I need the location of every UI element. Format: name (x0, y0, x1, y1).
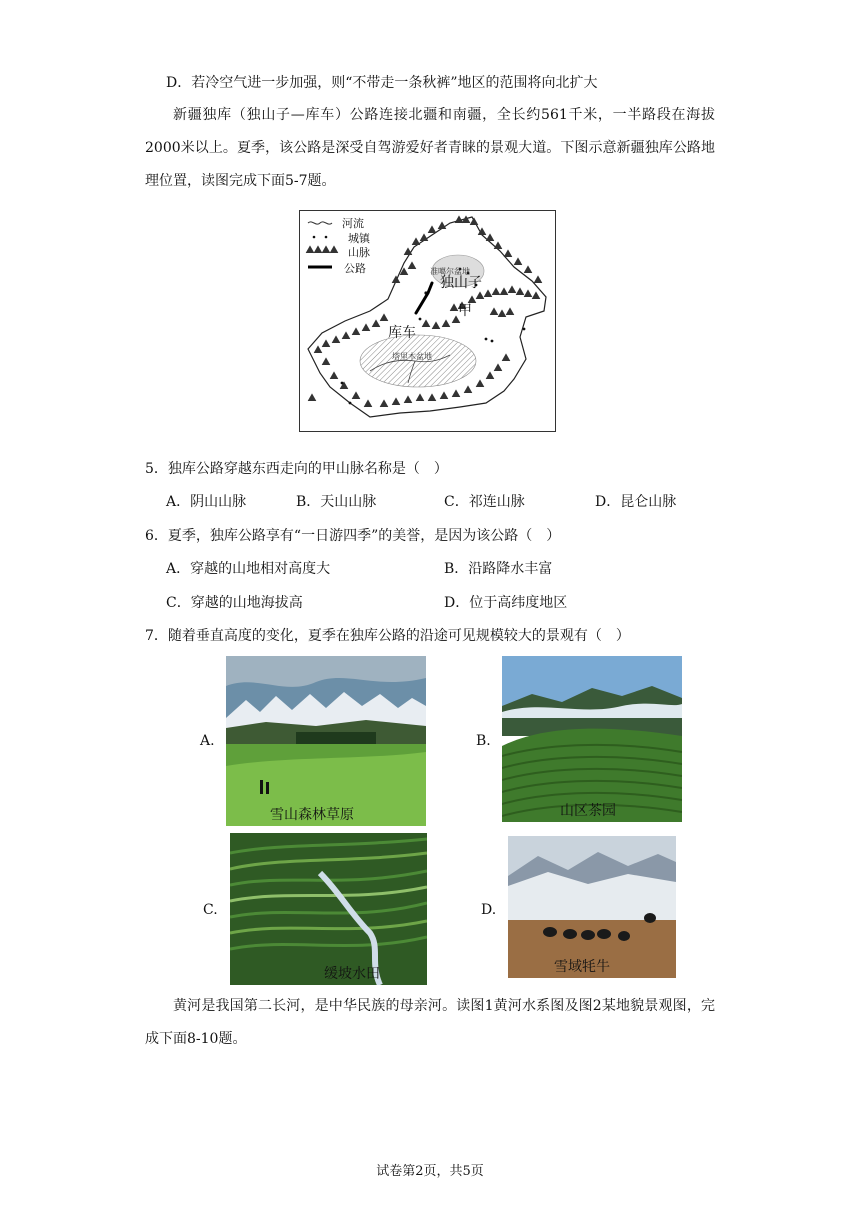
q7-option-c[interactable]: C. (203, 902, 218, 918)
photo-caption-b: 山区茶园 (560, 803, 616, 819)
dushanzi-label: 独山子 (440, 275, 482, 291)
intro-paragraph-8-10: 黄河是我国第二长河，是中华民族的母亲河。读图1黄河水系图及图2某地貌景观图，完成下面8-10题。 (145, 998, 715, 1047)
river-legend-icon (308, 222, 332, 224)
q5-option-a[interactable]: A．阴山山脉 (166, 494, 247, 510)
question-6-stem: 6．夏季，独库公路享有“一日游四季”的美誉，是因为该公路（ ） (145, 528, 561, 544)
photo-mountain-tea-garden[interactable] (502, 656, 682, 822)
photo-caption-a: 雪山森林草原 (270, 807, 354, 823)
q7-option-b[interactable]: B. (476, 733, 491, 749)
option-d-previous-question: D．若冷空气进一步加强，则“不带走一条秋裤”地区的范围将向北扩大 (166, 75, 598, 91)
q6-option-c[interactable]: C．穿越的山地海拔高 (166, 595, 303, 611)
svg-text:公路: 公路 (344, 262, 366, 275)
q5-option-c[interactable]: C．祁连山脉 (444, 494, 525, 510)
photo-caption-c: 缓坡水田 (324, 966, 380, 982)
q5-option-d[interactable]: D．昆仑山脉 (595, 494, 677, 510)
q6-option-b[interactable]: B．沿路降水丰富 (444, 561, 553, 577)
q7-option-a[interactable]: A. (200, 733, 215, 749)
svg-text:城镇: 城镇 (348, 232, 370, 245)
q5-option-b[interactable]: B．天山山脉 (296, 494, 377, 510)
photo-terraced-paddy[interactable] (230, 833, 427, 985)
intro-paragraph-5-7: 新疆独库（独山子—库车）公路连接北疆和南疆，全长约561千米，一半路段在海拔2000米以上。夏季，该公路是深受自驾游爱好者青睐的景观大道。下图示意新疆独库公路地理位置，读图完成下面5-7题。 (145, 107, 715, 189)
junggar-label: 准噶尔盆地 (430, 267, 470, 276)
xinjiang-map (299, 210, 556, 432)
map-legend (306, 216, 371, 275)
photo-caption-d: 雪域牦牛 (554, 959, 610, 975)
svg-text:河流: 河流 (342, 217, 364, 230)
photo-snowfield-yak[interactable] (508, 836, 676, 978)
kuche-label: 库车 (388, 325, 416, 341)
tarim-label: 塔里木盆地 (392, 352, 432, 361)
q6-option-a[interactable]: A．穿越的山地相对高度大 (166, 561, 331, 577)
jia-label: 甲 (458, 303, 472, 319)
question-7-stem: 7．随着垂直高度的变化，夏季在独库公路的沿途可见规模较大的景观有（ ） (145, 628, 630, 644)
q7-option-d[interactable]: D. (481, 902, 497, 918)
svg-text:山脉: 山脉 (348, 246, 370, 259)
q6-option-d[interactable]: D．位于高纬度地区 (444, 595, 568, 611)
page-footer: 试卷第2页，共5页 (376, 1164, 484, 1179)
mountain-legend-icon (306, 246, 338, 253)
photo-snow-forest-grassland[interactable] (226, 656, 426, 826)
question-5-stem: 5．独库公路穿越东西走向的甲山脉名称是（ ） (145, 461, 448, 477)
